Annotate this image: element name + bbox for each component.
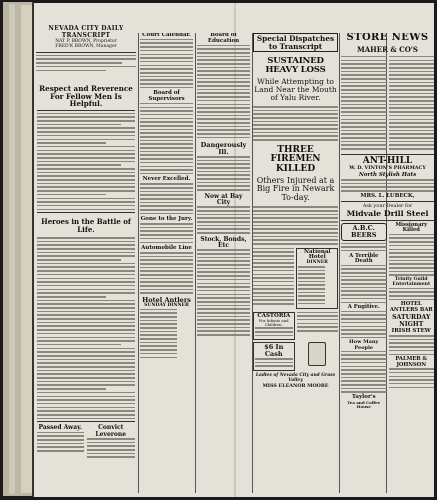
ad-title: ANT-HILL [362,155,413,166]
column-telegraph [253,33,338,493]
headline: Board of Education [207,33,240,44]
ad-subtitle: For Infants and Children. [258,318,289,328]
masthead-proprietor: NAT P. BROWN, Proprietor [55,39,117,44]
column-1 [37,85,135,497]
headline: Now at Bay City [204,192,243,207]
headline: How Many People [349,339,379,351]
headline: THREE FIREMEN KILLED [270,144,321,174]
ad-subtitle: Tea and Coffee House [347,399,381,409]
ad-title: North Stylish Hats [358,172,417,179]
headline: Heroes in the Battle of Life. [41,217,131,234]
headline: Trinity Guild Entertainment [392,277,431,287]
headline: Dangerously Ill. [200,141,247,157]
headline: Hotel Antlers [142,296,191,305]
headline: Respect and Reverence For Fellow Men Is Helpful. [39,85,133,109]
ad-title: STORE NEWS [346,33,429,43]
banner: Special Dispatches to Transcript [253,33,338,52]
ad-title: National Hotel [303,248,331,261]
ad-title: A.B.C. BEERS [341,223,387,241]
subheadline: Others Injured at a Big Fire in Newark To-day. [256,176,335,202]
ad-subtitle: Ask your Dealer for [362,203,413,210]
ad-title: SATURDAY NIGHT [392,314,431,328]
headline: SUSTAINED HEAVY LOSS [265,56,326,76]
ad-title: CASTORIA [257,312,291,319]
headline: Missionary Killed [395,221,428,234]
can-illustration [308,342,326,366]
column-2 [140,33,193,493]
headline: Passed Away. [38,424,82,432]
column-rule [195,33,196,493]
subheadline: SUNDAY DINNER [144,302,189,308]
ad-subtitle: DINNER [306,260,328,266]
ad-subtitle: MISS ELEANOR MOORE [262,383,329,390]
headline: Never Excelled. [142,176,191,183]
headline: Gone to the Jury. [140,216,193,223]
column-rule [138,33,139,493]
headline: Court Calendar. [142,33,191,38]
ad-title: PALMER & JOHNSON [395,356,428,368]
headline: Stock, Bonds, Etc [200,235,247,250]
ad-subtitle: MRS. L. LUBECK, [360,192,415,199]
subheadline: While Attempting to Land Near the Mouth of Yalu River. [254,77,337,103]
ad-title: $6 In Cash [264,343,284,359]
masthead-title: NEVADA CITY DAILY TRANSCRIPT [48,25,124,39]
headline: Convict Leverone [95,424,127,438]
ad-title: Taylor's [351,394,376,401]
column-rule [339,33,340,493]
ad-subtitle: MAHER & CO'S [356,44,418,54]
ad-subtitle: IRISH STEW [391,328,431,335]
headline: Automobile Line [141,245,192,252]
column-ads [341,33,434,493]
headline: Board of Supervisors [148,90,185,103]
newspaper-page [32,3,434,497]
ad-subtitle: W. D. VINTON'S PHARMACY [349,165,426,172]
ad-title: Ladies of Nevada City and Grass Valley [255,373,336,383]
headline: A Terrible Death [349,252,379,265]
headline: A Fugitive. [347,304,380,311]
ad-title: Midvale Drill Steel [346,208,429,218]
masthead [36,25,136,73]
masthead-manager: FRED'K BROWN, Manager [55,44,117,50]
ad-title: HOTEL ANTLERS BAR [389,301,433,313]
column-3 [197,33,250,493]
